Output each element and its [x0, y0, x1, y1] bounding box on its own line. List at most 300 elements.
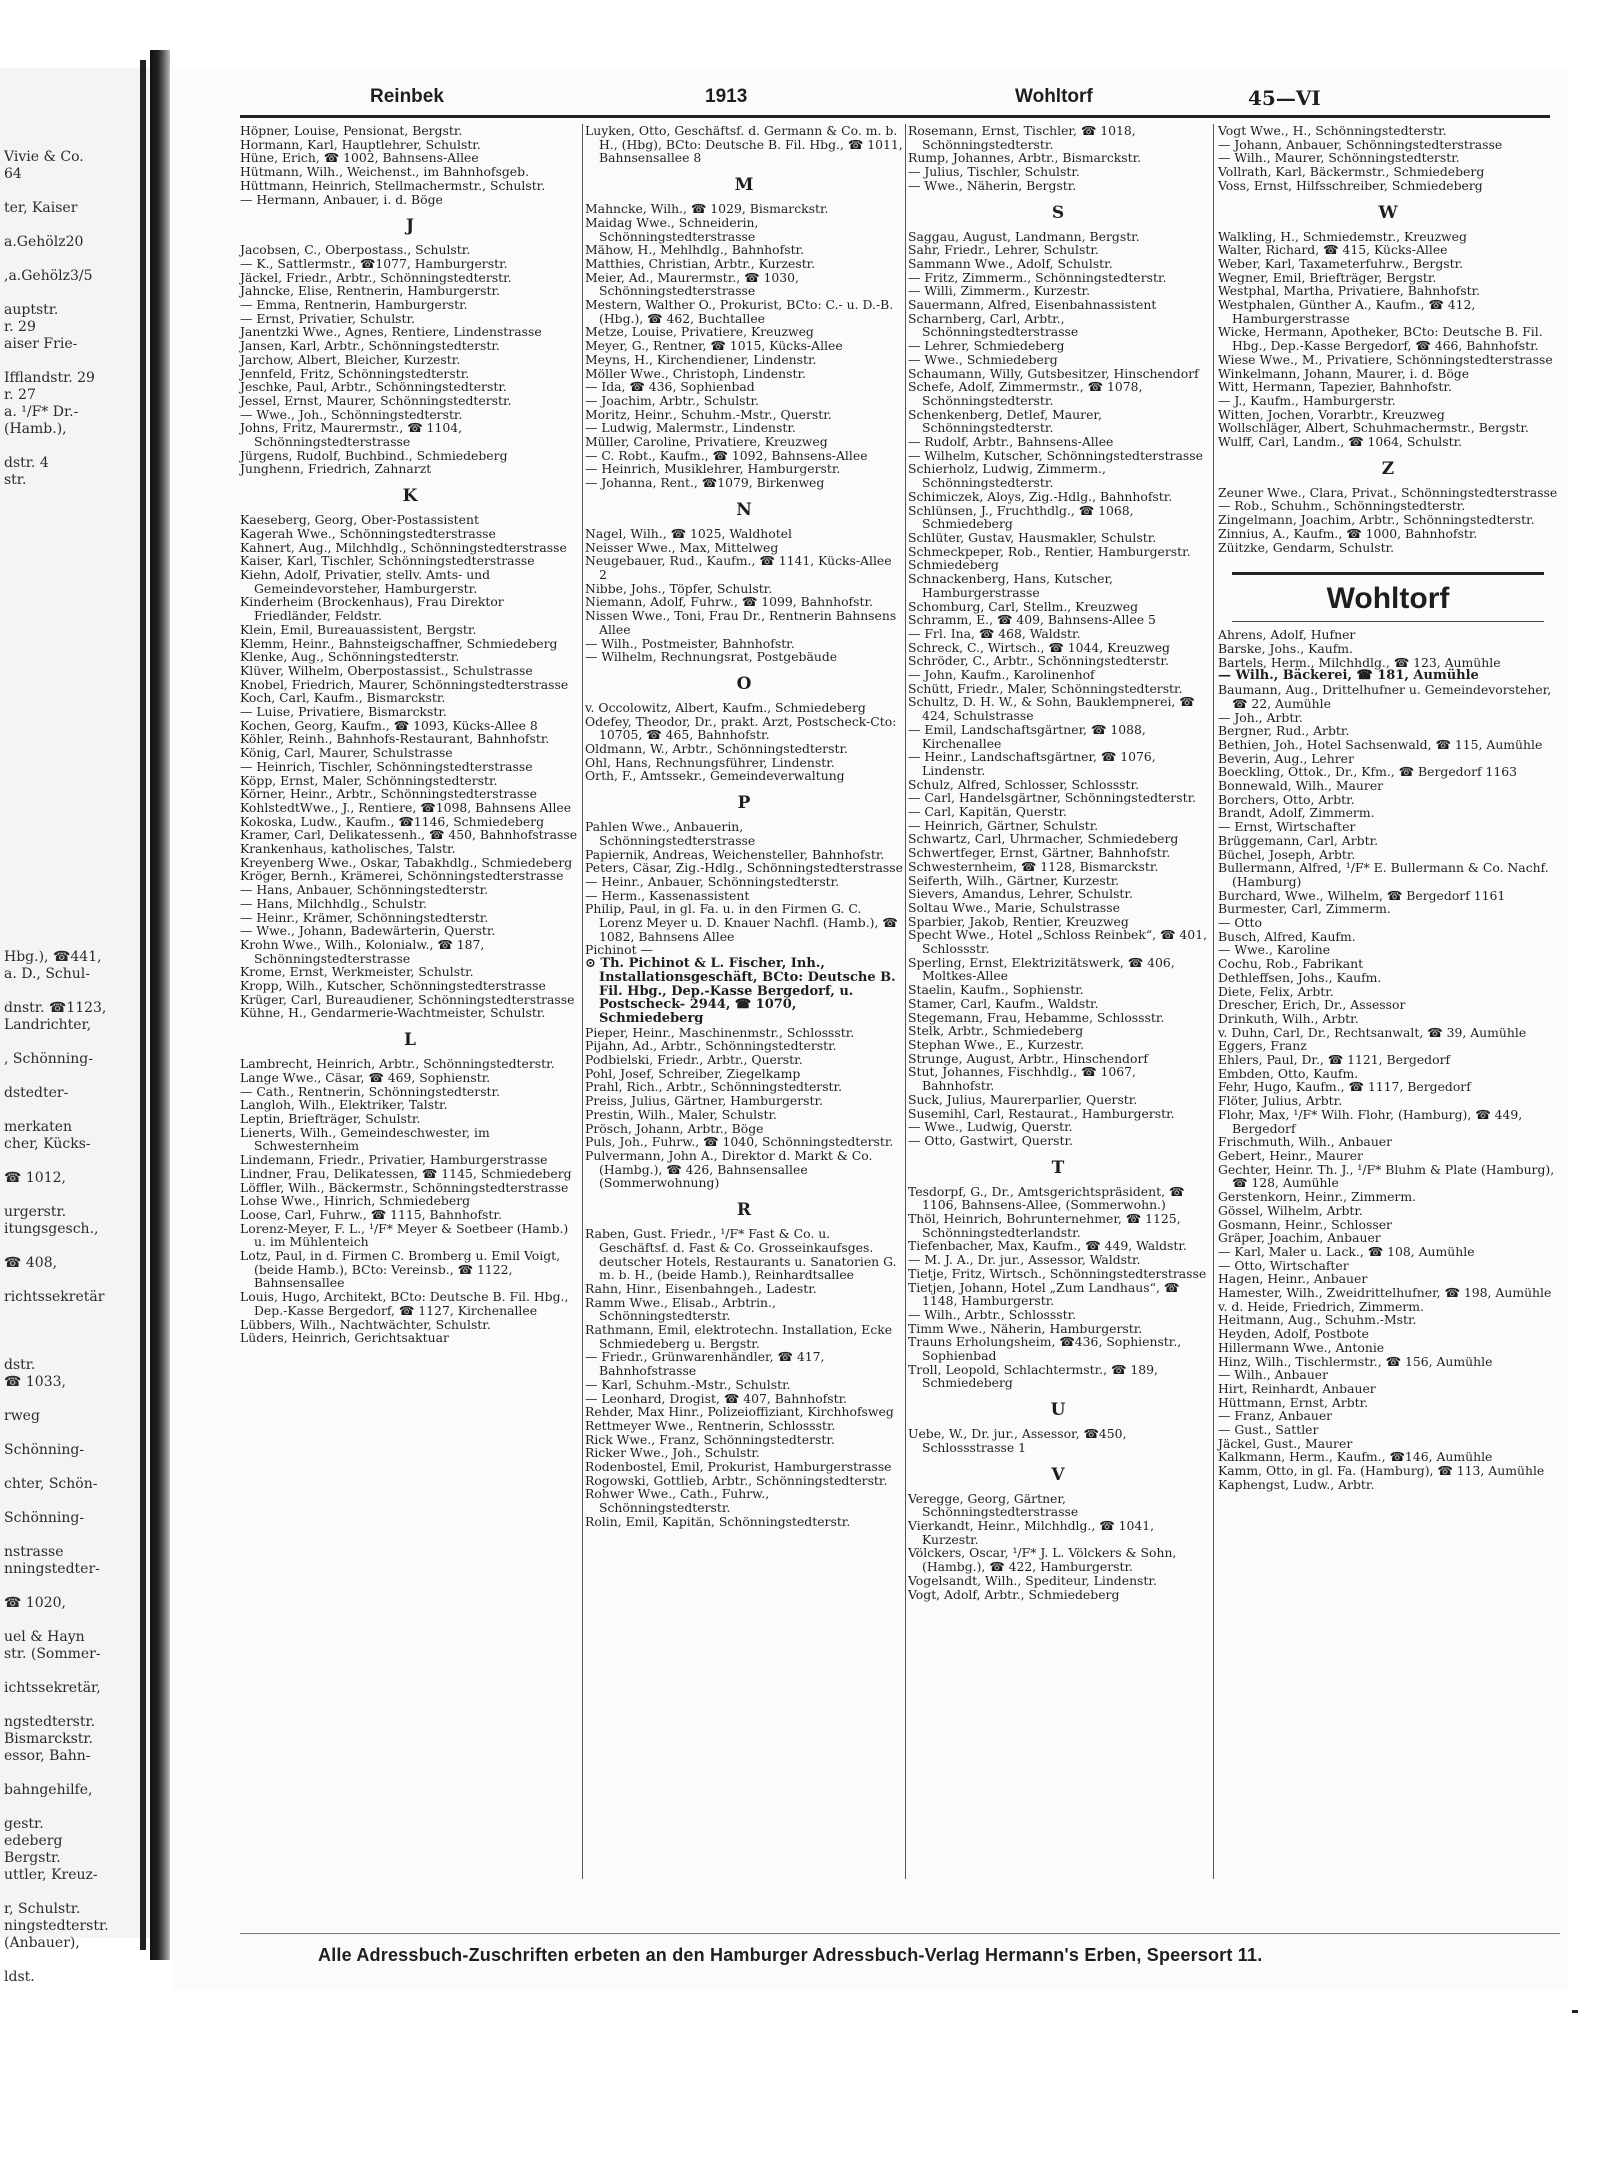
directory-entry: Mestern, Walther O., Prokurist, BCto: C.- u. D.-B. (Hbg.), ☎ 462, Buchtallee — [585, 297, 894, 326]
directory-entry: Borchers, Otto, Arbtr. — [1218, 791, 1355, 807]
directory-entry: Philip, Paul, in gl. Fa. u. in den Firmen G. C. Lorenz Meyer u. D. Knauer Nachfl. (Hamb.), ☎ 1082, Bahnsens Allee — [585, 901, 898, 944]
directory-entry: — Karl, Maler u. Lack., ☎ 108, Aumühle — [1218, 1243, 1475, 1259]
directory-entry: Witt, Hermann, Tapezier, Bahnhofstr. — [1218, 379, 1452, 395]
directory-entry: Meyns, H., Kirchendiener, Lindenstr. — [585, 351, 817, 367]
directory-entry: Susemihl, Carl, Restaurat., Hamburgerstr. — [908, 1105, 1175, 1121]
directory-entry: Schröder, C., Arbtr., Schönningstedterstr. — [908, 653, 1169, 669]
facing-page-fragment: auptstr. — [4, 302, 59, 318]
directory-entry: Maidag Wwe., Schneiderin, Schönningstedterstrasse — [585, 214, 759, 244]
directory-column-1 — [240, 124, 580, 1894]
section-letter: R — [736, 1200, 752, 1221]
facing-page-strip — [0, 68, 152, 1985]
directory-entry: — M. J. A., Dr. jur., Assessor, Waldstr. — [908, 1252, 1141, 1268]
facing-page-fragment: Vivie & Co. — [4, 149, 84, 165]
facing-page-fragment: rweg — [4, 1408, 40, 1424]
directory-entry: Mähow, H., Mehlhdlg., Bahnhofstr. — [585, 242, 805, 258]
directory-entry: Tiefenbacher, Max, Kaufm., ☎ 449, Waldstr. — [908, 1238, 1187, 1254]
directory-entry: — Heinrich, Musiklehrer, Hamburgerstr. — [585, 461, 841, 477]
directory-entry: — Carl, Kapitän, Querstr. — [908, 804, 1067, 820]
directory-entry: Lindner, Frau, Delikatessen, ☎ 1145, Schmiedeberg — [240, 1165, 572, 1181]
directory-entry: — Wilhelm, Rechnungsrat, Postgebäude — [585, 649, 838, 665]
facing-page-fragment: Landrichter, — [4, 1017, 92, 1033]
directory-entry: Wicke, Hermann, Apotheker, BCto: Deutsche B. Fil. Hbg., Dep.-Kasse Bergedorf, ☎ 466, Bahnhofstr. — [1218, 324, 1543, 354]
directory-entry: Höpner, Louise, Pensionat, Bergstr. — [240, 123, 463, 138]
facing-page-fragment: r, Schulstr. — [4, 1901, 81, 1917]
directory-entry: Hüne, Erich, ☎ 1002, Bahnsens-Allee — [240, 150, 479, 166]
directory-entry: — Emil, Landschaftsgärtner, ☎ 1088, Kirchenallee — [908, 721, 1146, 751]
directory-entry: Kahnert, Aug., Milchhdlg., Schönningstedterstrasse — [240, 539, 567, 555]
directory-entry: Schultz, D. H. W., & Sohn, Bauklempnerei, ☎ 424, Schulstrasse — [908, 694, 1195, 724]
directory-entry: Prahl, Rich., Arbtr., Schönningstedterstr. — [585, 1079, 843, 1095]
facing-page-fragment: Schönning- — [4, 1510, 85, 1526]
directory-entry: Gosmann, Heinr., Schlosser — [1218, 1216, 1392, 1232]
directory-entry: Walter, Richard, ☎ 415, Kücks-Allee — [1218, 242, 1448, 258]
directory-entry: Klenke, Aug., Schönningstedterstr. — [240, 649, 460, 665]
directory-entry: Stamer, Carl, Kaufm., Waldstr. — [908, 995, 1099, 1011]
section-letter: N — [736, 499, 752, 520]
directory-entry: Bonnewald, Wilh., Maurer — [1218, 778, 1384, 794]
directory-entry: Krüger, Carl, Bureaudiener, Schönningstedterstrasse — [240, 991, 575, 1007]
facing-page-fragment: dstr. — [4, 1357, 36, 1373]
facing-page-fragment: essor, Bahn- — [4, 1748, 91, 1764]
directory-entry: Kinderheim (Brockenhaus), Frau Direktor Friedländer, Feldstr. — [240, 594, 504, 624]
directory-entry: Lüders, Heinrich, Gerichtsaktuar — [240, 1330, 449, 1346]
directory-entry: — Wwe., Schmiedeberg — [908, 351, 1058, 367]
directory-entry: — C. Robt., Kaufm., ☎ 1092, Bahnsens-Allee — [585, 447, 868, 463]
directory-entry: Kaphengst, Ludw., Arbtr. — [1218, 1476, 1375, 1492]
directory-entry: Jacobsen, C., Oberpostass., Schulstr. — [240, 242, 471, 258]
directory-entry: — Wilh., Arbtr., Schlossstr. — [908, 1306, 1077, 1322]
directory-entry: Jarchow, Albert, Bleicher, Kurzestr. — [240, 351, 461, 367]
directory-entry: Rodenbostel, Emil, Prokurist, Hamburgerstrasse — [585, 1459, 892, 1475]
directory-entry: Podbielski, Friedr., Arbtr., Querstr. — [585, 1052, 803, 1068]
directory-entry: Peters, Cäsar, Zig.-Hdlg., Schönningstedterstrasse — [585, 860, 903, 876]
directory-entry: Kühne, H., Gendarmerie-Wachtmeister, Schulstr. — [240, 1005, 546, 1021]
directory-entry: Schefe, Adolf, Zimmermstr., ☎ 1078, Schönningstedterstr. — [908, 379, 1143, 408]
directory-entry: Tietjen, Johann, Hotel „Zum Landhaus“, ☎ 1148, Hamburgerstr. — [908, 1279, 1180, 1309]
directory-entry: Gössel, Wilhelm, Arbtr. — [1218, 1202, 1363, 1218]
directory-entry: Thöl, Heinrich, Bohrunternehmer, ☎ 1125, Schönningstedterlandstr. — [908, 1211, 1181, 1240]
directory-entry: Tietje, Fritz, Wirtsch., Schönningstedterstrasse — [908, 1265, 1207, 1281]
directory-entry: Jäckel, Friedr., Arbtr., Schönningstedterstr. — [240, 269, 512, 285]
directory-entry: Burchard, Wwe., Wilhelm, ☎ Bergedorf 1161 — [1218, 887, 1506, 903]
directory-entry: Schenkenberg, Detlef, Maurer, Schönningstedterstr. — [908, 406, 1102, 436]
facing-page-fragment: chter, Schön- — [4, 1476, 98, 1492]
directory-entry: Leptin, Briefträger, Schulstr. — [240, 1111, 421, 1126]
directory-entry: Bartels, Herm., Milchhdlg., ☎ 123, Aumühle — [1218, 654, 1501, 670]
page-gutter — [150, 50, 170, 1960]
directory-entry: Wiese Wwe., M., Privatiere, Schönningstedterstrasse — [1218, 351, 1553, 367]
directory-entry: Neisser Wwe., Max, Mittelweg — [585, 539, 779, 555]
directory-entry: Jennfeld, Fritz, Schönningstedterstr. — [240, 365, 470, 381]
directory-entry: Müller, Caroline, Privatiere, Kreuzweg — [585, 434, 828, 450]
directory-entry: Wegner, Emil, Briefträger, Bergstr. — [1218, 269, 1437, 285]
directory-entry: Schmeckpeper, Rob., Rentier, Hamburgerstr. — [908, 543, 1191, 559]
directory-entry: Schwartz, Carl, Uhrmacher, Schmiedeberg — [908, 831, 1179, 847]
facing-page-fragment: ,a.Gehölz3/5 — [4, 268, 93, 284]
directory-entry: — Johann, Anbauer, Schönningstedterstrasse — [1218, 136, 1503, 152]
directory-entry: Kochen, Georg, Kaufm., ☎ 1093, Kücks-Allee 8 — [240, 717, 538, 733]
facing-page-fragment: ☎ 408, — [4, 1255, 58, 1271]
directory-entry: Prestin, Wilh., Maler, Schulstr. — [585, 1106, 777, 1122]
directory-entry: Köpp, Ernst, Maler, Schönningstedterstr. — [240, 772, 498, 788]
directory-entry: Pulvermann, John A., Direktor d. Markt & Co. (Hambg.), ☎ 426, Bahnsensallee (Sommerwohnung) — [585, 1148, 873, 1191]
directory-entry: Cochu, Rob., Fabrikant — [1218, 956, 1364, 972]
facing-page-fragment: a. D., Schul- — [4, 966, 90, 982]
running-head — [0, 72, 1600, 112]
directory-entry: Knobel, Friedrich, Maurer, Schönningstedterstrasse — [240, 676, 569, 692]
directory-entry: Flöter, Julius, Arbtr. — [1218, 1093, 1343, 1109]
directory-entry: Vierkandt, Heinr., Milchhdlg., ☎ 1041, Kurzestr. — [908, 1517, 1155, 1547]
directory-entry: Lübbers, Wilh., Nachtwächter, Schulstr. — [240, 1316, 491, 1332]
directory-entry: Schlünsen, J., Fruchthdlg., ☎ 1068, Schmiedeberg — [908, 502, 1134, 532]
directory-entry: Niemann, Adolf, Fuhrw., ☎ 1099, Bahnhofstr. — [585, 594, 873, 610]
directory-entry: Nissen Wwe., Toni, Frau Dr., Rentnerin Bahnsens Allee — [585, 608, 897, 637]
directory-entry: Jansen, Karl, Arbtr., Schönningstedterstr. — [240, 338, 500, 354]
facing-page-fragment: ningstedterstr. — [4, 1918, 109, 1934]
directory-entry: Westphalen, Günther A., Kaufm., ☎ 412, Hamburgerstrasse — [1218, 297, 1476, 326]
section-letter: W — [1378, 202, 1398, 223]
directory-entry: Specht Wwe., Hotel „Schloss Reinbek“, ☎ 401, Schlossstr. — [908, 927, 1208, 957]
directory-entry: Lambrecht, Heinrich, Arbtr., Schönningstedterstr. — [240, 1056, 555, 1072]
directory-entry: Jahncke, Elise, Rentnerin, Hamburgerstr. — [240, 283, 500, 299]
directory-entry: Sperling, Ernst, Elektrizitätswerk, ☎ 406, Moltkes-Allee — [908, 954, 1175, 984]
directory-column-3 — [908, 124, 1208, 1894]
directory-entry: Kagerah Wwe., Schönningstedterstrasse — [240, 525, 496, 541]
facing-page-fragment: dstr. 4 — [4, 455, 49, 471]
directory-entry: Brüggemann, Carl, Arbtr. — [1218, 832, 1379, 848]
publisher-footer: Alle Adressbuch-Zuschriften erbeten an den Hamburger Adressbuch-Verlag Hermann's Erben, Speersort 11. — [318, 1945, 1263, 1965]
directory-entry: — Willi, Zimmerm., Kurzestr. — [908, 283, 1091, 299]
directory-entry: Rump, Johannes, Arbtr., Bismarckstr. — [908, 150, 1142, 166]
directory-entry: — Heinr., Krämer, Schönningstedterstr. — [240, 909, 489, 925]
directory-entry: Raben, Gust. Friedr., ¹/F* Fast & Co. u. Geschäftsf. d. Fast & Co. Grosseinkaufsges. deutscher Hotels, Restaurants u. Sanatorien G. m. b. H., (beide Hamb.), Reinhardtsallee — [585, 1226, 897, 1283]
directory-entry: Pohl, Josef, Schreiber, Ziegelkamp — [585, 1065, 801, 1081]
directory-entry: Hillermann Wwe., Antonie — [1218, 1339, 1385, 1355]
directory-entry: Schwertfeger, Ernst, Gärtner, Bahnhofstr. — [908, 845, 1171, 861]
directory-entry: Schramm, E., ☎ 409, Bahnsens-Allee 5 — [908, 612, 1156, 628]
directory-entry: — Lehrer, Schmiedeberg — [908, 338, 1065, 354]
directory-entry: Stegemann, Frau, Hebamme, Schlossstr. — [908, 1009, 1165, 1025]
facing-page-fragment: richtssekretär — [4, 1289, 105, 1305]
facing-page-fragment: ☎ 1012, — [4, 1170, 66, 1186]
facing-page-fragment: , Schönning- — [4, 1051, 93, 1067]
directory-entry: Drinkuth, Wilh., Arbtr. — [1218, 1010, 1359, 1026]
directory-entry: Ohl, Hans, Rechnungsführer, Lindenstr. — [585, 754, 835, 770]
directory-entry: — Ernst, Wirtschafter — [1218, 819, 1356, 835]
directory-entry: — Wilhelm, Kutscher, Schönningstedterstrasse — [908, 447, 1203, 463]
directory-entry: Rahn, Hinr., Eisenbahngeh., Ladestr. — [585, 1280, 817, 1296]
directory-entry: Klüver, Wilhelm, Oberpostassist., Schulstrasse — [240, 662, 533, 678]
directory-entry: Veregge, Georg, Gärtner, Schönningstedterstrasse — [908, 1490, 1079, 1520]
facing-page-fragment: a.Gehölz20 — [4, 234, 84, 250]
directory-entry: Sauermann, Alfred, Eisenbahnassistent — [908, 297, 1157, 313]
facing-page-fragment: itungsgesch., — [4, 1221, 99, 1237]
directory-entry: Ehlers, Paul, Dr., ☎ 1121, Bergedorf — [1218, 1052, 1451, 1068]
directory-entry: ⊙ Th. Pichinot & L. Fischer, Inh., Installationsgeschäft, BCto: Deutsche B. Fil. Hbg., Dep.-Kasse Bergedorf, u. Postscheck- 2944, ☎ 1070, Schmiedeberg — [585, 956, 896, 1026]
directory-entry: — Heinr., Anbauer, Schönningstedterstr. — [585, 873, 840, 889]
directory-entry: — Carl, Handelsgärtner, Schönningstedterstr. — [908, 790, 1197, 806]
directory-entry: — Hermann, Anbauer, i. d. Böge — [240, 191, 443, 207]
directory-entry: Scharnberg, Carl, Arbtr., Schönningstedterstrasse — [908, 310, 1079, 340]
directory-entry: König, Carl, Maurer, Schulstrasse — [240, 745, 453, 761]
directory-entry: — Hans, Anbauer, Schönningstedterstr. — [240, 882, 489, 898]
directory-entry: Flohr, Max, ¹/F* Wilh. Flohr, (Hamburg), ☎ 449, Bergedorf — [1218, 1106, 1523, 1136]
header-rule — [240, 115, 1550, 118]
directory-entry: — John, Kaufm., Karolinenhof — [908, 667, 1095, 683]
directory-entry: Winkelmann, Johann, Maurer, i. d. Böge — [1218, 365, 1470, 381]
header-year: 1913 — [705, 86, 748, 107]
page-gutter-shadow — [140, 60, 146, 1950]
directory-entry: — Leonhard, Drogist, ☎ 407, Bahnhofstr. — [585, 1390, 848, 1406]
directory-entry: — Wilh., Maurer, Schönningstedterstr. — [1218, 150, 1460, 166]
directory-entry: Krohn Wwe., Wilh., Kolonialw., ☎ 187, Schönningstedterstrasse — [240, 936, 485, 966]
directory-entry: Boeckling, Ottok., Dr., Kfm., ☎ Bergedorf 1163 — [1218, 764, 1518, 780]
directory-entry: Suck, Julius, Maurerparlier, Querstr. — [908, 1091, 1138, 1107]
directory-entry: Gechter, Heinr. Th. J., ¹/F* Bluhm & Plate (Hamburg), ☎ 128, Aumühle — [1218, 1161, 1555, 1191]
directory-entry: — Wilh., Anbauer — [1218, 1367, 1329, 1383]
directory-entry: Rogowski, Gottlieb, Arbtr., Schönningstedterstr. — [585, 1472, 888, 1488]
facing-page-fragment: r. 27 — [4, 387, 36, 403]
footer-rule — [240, 1933, 1560, 1934]
directory-entry: Kamm, Otto, in gl. Fa. (Hamburg), ☎ 113, Aumühle — [1218, 1463, 1545, 1479]
directory-entry: Stut, Johannes, Fischhdlg., ☎ 1067, Bahnhofstr. — [908, 1064, 1136, 1094]
directory-entry: Schierholz, Ludwig, Zimmerm., Schönningstedterstr. — [908, 461, 1106, 491]
directory-entry: Rick Wwe., Franz, Schönningstedterstr. — [585, 1431, 835, 1447]
directory-entry: Embden, Otto, Kaufm. — [1218, 1065, 1359, 1081]
page-number: 45—VI — [1248, 86, 1321, 110]
directory-column-2 — [585, 124, 903, 1894]
facing-page-fragment: ter, Kaiser — [4, 200, 78, 216]
directory-entry: Metze, Louise, Privatiere, Kreuzweg — [585, 324, 814, 340]
directory-entry: Luyken, Otto, Geschäftsf. d. Germann & Co. m. b. H., (Hbg), BCto: Deutsche B. Fil. Hbg., ☎ 1011, Bahnsensallee 8 — [585, 123, 903, 166]
directory-entry: Rosemann, Ernst, Tischler, ☎ 1018, Schönningstedterstr. — [908, 123, 1136, 152]
directory-entry: Trauns Erholungsheim, ☎436, Sophienstr., Sophienbad — [908, 1334, 1182, 1364]
directory-entry: Kreyenberg Wwe., Oskar, Tabakhdlg., Schmiedeberg — [240, 854, 573, 870]
facing-page-fragment: ☎ 1020, — [4, 1595, 66, 1611]
facing-page-fragment: uttler, Kreuz- — [4, 1867, 98, 1883]
section-letter: Z — [1381, 458, 1395, 479]
directory-entry: Rohwer Wwe., Cath., Fuhrw., Schönningstedterstr. — [585, 1486, 770, 1516]
directory-entry: Louis, Hugo, Architekt, BCto: Deutsche B. Fil. Hbg., Dep.-Kasse Bergedorf, ☎ 1127, Kirchenallee — [240, 1289, 569, 1318]
directory-entry: v. d. Heide, Friedrich, Zimmerm. — [1218, 1298, 1424, 1314]
directory-entry: Meyer, G., Rentner, ☎ 1015, Kücks-Allee — [585, 338, 843, 354]
directory-entry: — Ida, ☎ 436, Sophienbad — [585, 379, 755, 395]
directory-entry: — Rudolf, Arbtr., Bahnsens-Allee — [908, 434, 1114, 450]
directory-entry: Hormann, Karl, Hauptlehrer, Schulstr. — [240, 136, 481, 152]
directory-entry: Schnackenberg, Hans, Kutscher, Hamburgerstrasse — [908, 571, 1113, 600]
directory-entry: Wulff, Carl, Landm., ☎ 1064, Schulstr. — [1218, 434, 1463, 450]
directory-entry: Büchel, Joseph, Arbtr. — [1218, 846, 1356, 862]
directory-entry: Diete, Felix, Arbtr. — [1218, 983, 1334, 999]
directory-entry: Puls, Joh., Fuhrw., ☎ 1040, Schönningstedterstr. — [585, 1134, 894, 1150]
facing-page-fragment: (Anbauer), — [4, 1935, 80, 1951]
section-letter: K — [402, 486, 418, 507]
directory-entry: Oldmann, W., Arbtr., Schönningstedterstr. — [585, 741, 848, 757]
facing-page-fragment: edeberg — [4, 1833, 63, 1849]
directory-entry: — Johanna, Rent., ☎1079, Birkenweg — [585, 475, 825, 491]
directory-entry: Vogt, Adolf, Arbtr., Schmiedeberg — [908, 1586, 1120, 1602]
facing-page-fragment: merkaten — [4, 1119, 73, 1135]
directory-entry: Fehr, Hugo, Kaufm., ☎ 1117, Bergedorf — [1218, 1079, 1471, 1095]
directory-entry: Busch, Alfred, Kaufm. — [1218, 928, 1356, 944]
directory-entry: Jessel, Ernst, Maurer, Schönningstedterstr. — [240, 392, 512, 408]
column-divider — [905, 124, 906, 1879]
section-letter: V — [1051, 1464, 1065, 1485]
directory-entry: Krankenhaus, katholisches, Talstr. — [240, 841, 456, 857]
directory-entry: Ricker Wwe., Joh., Schulstr. — [585, 1445, 760, 1461]
directory-entry: Sievers, Amandus, Lehrer, Schulstr. — [908, 886, 1133, 902]
directory-entry: — Gust., Sattler — [1218, 1422, 1319, 1438]
facing-page-fragment: (Hamb.), — [4, 421, 67, 437]
directory-entry: Voss, Ernst, Hilfsschreiber, Schmiedeberg — [1218, 177, 1483, 193]
facing-page-fragment: r. 29 — [4, 319, 36, 335]
facing-page-fragment: gestr. — [4, 1816, 44, 1832]
directory-entry: Hinz, Wilh., Tischlermstr., ☎ 156, Aumühle — [1218, 1353, 1493, 1369]
directory-entry: Zeuner Wwe., Clara, Privat., Schönningstedterstrasse — [1218, 484, 1558, 500]
directory-entry: KohlstedtWwe., J., Rentiere, ☎1098, Bahnsens Allee — [240, 799, 572, 815]
facing-page-fragment: str. (Sommer- — [4, 1646, 101, 1662]
facing-page-fragment: ☎ 1033, — [4, 1374, 66, 1390]
town-section-title: Wohltorf — [1326, 582, 1450, 616]
section-letter: J — [405, 216, 415, 237]
directory-entry: Janentzki Wwe., Agnes, Rentiere, Lindenstrasse — [240, 324, 542, 340]
directory-entry: — Joachim, Arbtr., Schulstr. — [585, 392, 759, 408]
directory-entry: Löffler, Wilh., Bäckermstr., Schönningstedterstrasse — [240, 1179, 569, 1195]
directory-entry: Baumann, Aug., Drittelhufner u. Gemeindevorsteher, ☎ 22, Aumühle — [1218, 682, 1552, 711]
directory-entry: Seiferth, Wilh., Gärtner, Kurzestr. — [908, 872, 1120, 888]
directory-entry: Gräper, Joachim, Anbauer — [1218, 1230, 1381, 1246]
directory-entry: — Otto, Gastwirt, Querstr. — [908, 1132, 1073, 1148]
directory-entry: Hamester, Wilh., Zweidrittelhufner, ☎ 198, Aumühle — [1218, 1285, 1552, 1301]
directory-entry: Pahlen Wwe., Anbauerin, Schönningstedterstrasse — [585, 819, 756, 848]
directory-column-4 — [1218, 124, 1558, 1894]
directory-entry: Jürgens, Rudolf, Buchbind., Schmiedeberg — [240, 447, 508, 463]
directory-entry: Pichinot — — [585, 942, 653, 958]
directory-entry: Körner, Heinr., Arbtr., Schönningstedterstrasse — [240, 786, 537, 802]
directory-entry: Kaeseberg, Georg, Ober-Postassistent — [240, 512, 479, 528]
directory-entry: Rettmeyer Wwe., Rentnerin, Schlossstr. — [585, 1417, 836, 1433]
directory-entry: Vogelsandt, Wilh., Spediteur, Lindenstr. — [908, 1572, 1157, 1588]
facing-page-fragment: Schönning- — [4, 1442, 85, 1458]
directory-entry: — Luise, Privatiere, Bismarckstr. — [240, 704, 447, 720]
directory-entry: Wollschläger, Albert, Schuhmachermstr., Bergstr. — [1218, 420, 1529, 436]
directory-entry: Köhler, Reinh., Bahnhofs-Restaurant, Bahnhofstr. — [240, 731, 550, 747]
directory-entry: Brandt, Adolf, Zimmerm. — [1218, 805, 1375, 821]
directory-entry: Sparbier, Jakob, Rentier, Kreuzweg — [908, 913, 1129, 929]
directory-entry: Hütmann, Wilh., Weichenst., im Bahnhofsgeb. — [240, 164, 530, 180]
directory-entry: Junghenn, Friedrich, Zahnarzt — [240, 461, 432, 477]
directory-entry: Krome, Ernst, Werkmeister, Schulstr. — [240, 964, 474, 980]
facing-page-fragment: nstrasse — [4, 1544, 64, 1560]
directory-entry: Troll, Leopold, Schlachtermstr., ☎ 189, Schmiedeberg — [908, 1361, 1158, 1391]
directory-entry: Züitzke, Gendarm, Schulstr. — [1218, 539, 1395, 555]
directory-entry: Schaumann, Willy, Gutsbesitzer, Hinschendorf — [908, 365, 1199, 381]
directory-entry: Neugebauer, Rud., Kaufm., ☎ 1141, Kücks-Allee 2 — [585, 553, 892, 582]
directory-entry: Zinnius, A., Kaufm., ☎ 1000, Bahnhofstr. — [1218, 525, 1478, 541]
directory-entry: Drescher, Erich, Dr., Assessor — [1218, 997, 1406, 1013]
header-right-town: Wohltorf — [1015, 86, 1093, 107]
directory-entry: Schütt, Friedr., Maler, Schönningstedterstr. — [908, 680, 1183, 696]
facing-page-fragment: urgerstr. — [4, 1204, 67, 1220]
directory-entry: Bullermann, Alfred, ¹/F* E. Bullermann & Co. Nachf. (Hamburg) — [1218, 860, 1549, 889]
directory-entry: Heitmann, Aug., Schuhm.-Mstr. — [1218, 1312, 1417, 1328]
directory-entry: — Herm., Kassenassistent — [585, 887, 750, 903]
directory-entry: — Cath., Rentnerin, Schönningstedterstr. — [240, 1083, 501, 1099]
directory-entry: — Wwe., Näherin, Bergstr. — [908, 177, 1077, 193]
directory-entry: — Julius, Tischler, Schulstr. — [908, 164, 1080, 180]
directory-entry: Ahrens, Adolf, Hufner — [1218, 627, 1356, 643]
directory-entry: Lotz, Paul, in d. Firmen C. Bromberg u. Emil Voigt, (beide Hamb.), BCto: Vereinsb., ☎ 1122, Bahnsensallee — [240, 1248, 561, 1291]
directory-entry: Witten, Jochen, Vorarbtr., Kreuzweg — [1218, 406, 1445, 422]
directory-entry: — Franz, Anbauer — [1218, 1408, 1333, 1424]
directory-entry: Schlüter, Gustav, Hausmakler, Schulstr. — [908, 529, 1157, 545]
directory-entry: — Otto, Wirtschafter — [1218, 1257, 1349, 1273]
directory-entry: Lohse Wwe., Hinrich, Schmiedeberg — [240, 1193, 471, 1209]
facing-page-fragment: dstedter- — [4, 1085, 69, 1101]
directory-entry: — Rob., Schuhm., Schönningstedterstr. — [1218, 498, 1466, 514]
section-letter: M — [734, 175, 754, 196]
directory-entry: Walkling, H., Schmiedemstr., Kreuzweg — [1218, 228, 1467, 244]
directory-entry: Jeschke, Paul, Arbtr., Schönningstedterstr. — [240, 379, 507, 395]
directory-entry: — Emma, Rentnerin, Hamburgerstr. — [240, 297, 468, 313]
directory-entry: Strunge, August, Arbtr., Hinschendorf — [908, 1050, 1148, 1066]
directory-entry: — Ernst, Privatier, Schulstr. — [240, 310, 416, 326]
directory-entry: Nagel, Wilh., ☎ 1025, Waldhotel — [585, 525, 793, 541]
directory-entry: v. Occolowitz, Albert, Kaufm., Schmiedeberg — [585, 699, 866, 715]
section-rule — [1232, 621, 1544, 622]
directory-entry: Hirt, Reinhardt, Anbauer — [1218, 1380, 1376, 1396]
directory-entry: Völckers, Oscar, ¹/F* J. L. Völckers & Sohn, (Hambg.), ☎ 422, Hamburgerstr. — [908, 1545, 1177, 1575]
section-rule — [1232, 572, 1544, 575]
directory-entry: — Hans, Milchhdlg., Schulstr. — [240, 895, 428, 911]
facing-page-fragment: ichtssekretär, — [4, 1680, 101, 1696]
section-letter: S — [1051, 202, 1065, 223]
directory-entry: Barske, Johs., Kaufm. — [1218, 640, 1353, 656]
directory-entry: — Heinrich, Gärtner, Schulstr. — [908, 817, 1099, 833]
directory-entry: Lienerts, Wilh., Gemeindeschwester, im Schwesternheim — [240, 1124, 490, 1154]
directory-entry: Möller Wwe., Christoph, Lindenstr. — [585, 365, 806, 381]
directory-entry: Langloh, Wilh., Elektriker, Talstr. — [240, 1097, 448, 1113]
directory-entry: Eggers, Franz — [1218, 1038, 1307, 1054]
directory-entry: — Heinr., Landschaftsgärtner, ☎ 1076, Lindenstr. — [908, 749, 1156, 778]
directory-entry: Vogt Wwe., H., Schönningstedterstr. — [1218, 123, 1447, 138]
facing-page-fragment: Bergstr. — [4, 1850, 61, 1866]
directory-entry: Bergner, Rud., Arbtr. — [1218, 723, 1350, 739]
directory-entry: Hüttmann, Heinrich, Stellmachermstr., Schulstr. — [240, 177, 546, 193]
directory-entry: Schmiedeberg — [908, 557, 999, 573]
directory-entry: Soltau Wwe., Marie, Schulstrasse — [908, 899, 1120, 915]
directory-entry: Loose, Carl, Fuhrw., ☎ 1115, Bahnhofstr. — [240, 1206, 502, 1222]
directory-entry: Tesdorpf, G., Dr., Amtsgerichtspräsident, ☎ 1106, Bahnsens-Allee, (Sommerwohn.) — [908, 1183, 1185, 1213]
facing-page-fragment: ldst. — [4, 1969, 35, 1985]
directory-entry: Vollrath, Karl, Bäckermstr., Schmiedeberg — [1218, 164, 1485, 180]
facing-page-fragment: dnstr. ☎1123, — [4, 1000, 107, 1016]
directory-entry: Frischmuth, Wilh., Anbauer — [1218, 1134, 1393, 1150]
directory-entry: Kropp, Wilh., Kutscher, Schönningstedterstrasse — [240, 978, 546, 994]
section-letter: U — [1050, 1400, 1066, 1421]
directory-entry: v. Duhn, Carl, Dr., Rechtsanwalt, ☎ 39, Aumühle — [1218, 1024, 1527, 1040]
directory-entry: Meier, Ad., Maurermstr., ☎ 1030, Schönningstedterstrasse — [585, 269, 799, 299]
section-letter: P — [737, 793, 751, 814]
directory-entry: Schomburg, Carl, Stellm., Kreuzweg — [908, 598, 1139, 614]
directory-entry: Schreck, C., Wirtsch., ☎ 1044, Kreuzweg — [908, 639, 1170, 655]
directory-entry: Stephan Wwe., E., Kurzestr. — [908, 1037, 1084, 1052]
directory-entry: Sammann Wwe., Adolf, Schulstr. — [908, 255, 1113, 271]
directory-entry: Nibbe, Johs., Töpfer, Schulstr. — [585, 580, 773, 596]
directory-entry: — K., Sattlermstr., ☎1077, Hamburgerstr. — [240, 255, 508, 271]
directory-entry: Odefey, Theodor, Dr., prakt. Arzt, Postscheck-Cto: 10705, ☎ 465, Bahnhofstr. — [585, 713, 897, 743]
